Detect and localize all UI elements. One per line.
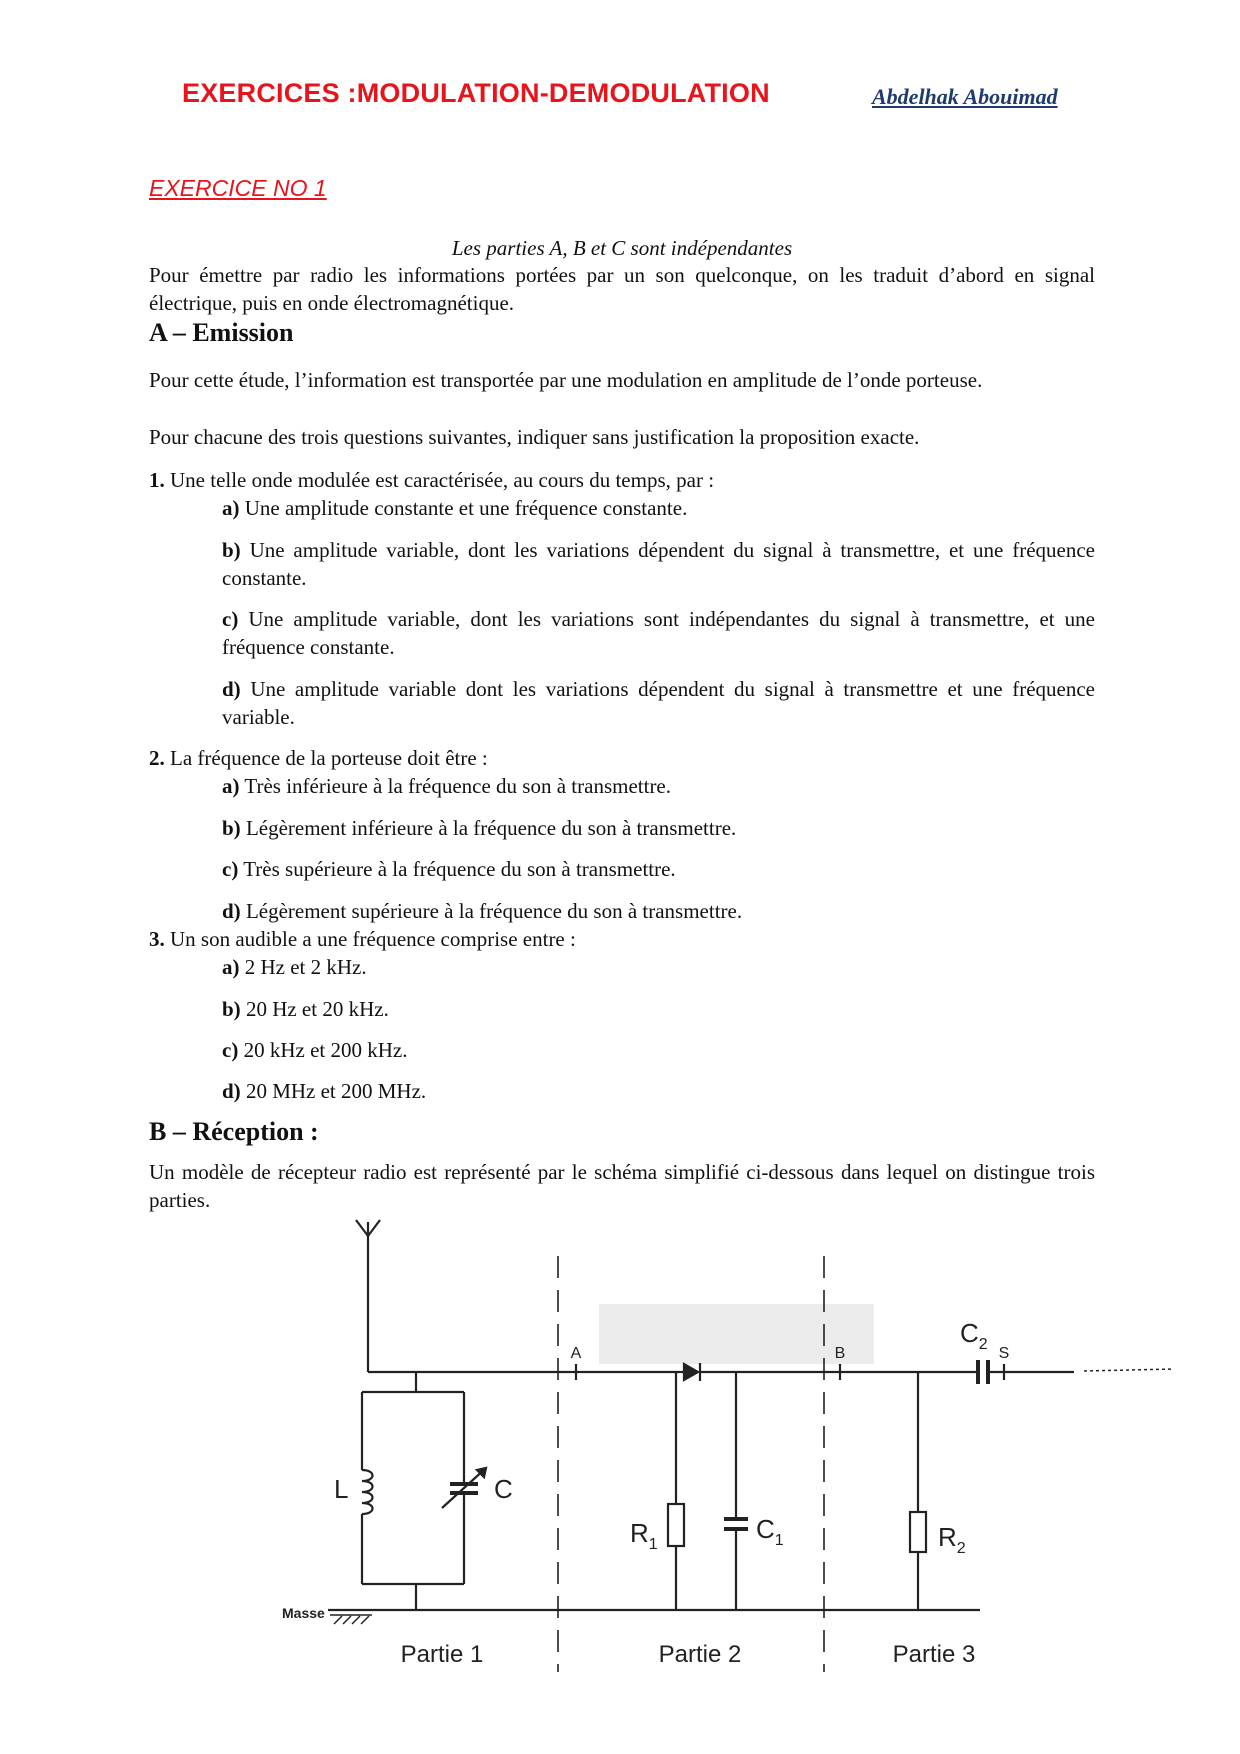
option-text: Une amplitude variable dont les variations dépendent du signal à transmettre et une fréquence variable. (222, 677, 1095, 729)
question-text: La fréquence de la porteuse doit être : (164, 746, 488, 770)
option-letter: c) (222, 607, 239, 631)
author-name: Abdelhak Abouimad (872, 84, 1058, 109)
option-letter: a) (222, 955, 240, 979)
q1-option-b (222, 536, 1095, 592)
question-1 (149, 466, 1095, 494)
partie-2-label: Partie 2 (658, 1641, 742, 1668)
option-text: Très supérieure à la fréquence du son à transmettre. (238, 857, 676, 881)
q1-option-c (222, 605, 1095, 661)
q2-option-c (222, 855, 1095, 883)
question-number: 2. (149, 746, 165, 770)
option-letter: d) (222, 1079, 241, 1103)
intro-paragraph: Pour émettre par radio les informations portées par un son quelconque, on les traduit d’abord en signal électrique, puis en onde électromagnétique. (149, 263, 1095, 315)
option-letter: a) (222, 774, 240, 798)
option-letter: b) (222, 538, 241, 562)
option-text: Légèrement supérieure à la fréquence du son à transmettre. (240, 899, 743, 923)
option-letter: c) (222, 857, 239, 881)
antenna-icon (356, 1220, 380, 1372)
ground-label: Masse (282, 1605, 325, 1621)
terminal-a-label: A (570, 1345, 582, 1362)
option-text: Une amplitude variable, dont les variations dépendent du signal à transmettre, et une fréquence constante. (222, 538, 1095, 590)
option-letter: b) (222, 816, 241, 840)
partie-1-label: Partie 1 (400, 1641, 484, 1668)
q3-option-b (222, 995, 1095, 1023)
exercise-title: EXERCICE NO 1 (149, 175, 327, 201)
inductor-l-icon (362, 1470, 373, 1514)
resistor-r2-icon (910, 1512, 926, 1552)
capacitor-c2-label: $C_2$ (960, 1318, 988, 1353)
capacitor-c1-label: $C_1$ (756, 1514, 784, 1549)
q3-option-c (222, 1036, 1095, 1064)
q2-option-a (222, 772, 1095, 800)
question-text: Une telle onde modulée est caractérisée, au cours du temps, par : (164, 468, 715, 492)
resistor-r2-label: $R_2$ (938, 1522, 966, 1557)
resistor-r1-icon (668, 1504, 684, 1546)
resistor-r1-label: $R_1$ (630, 1518, 658, 1553)
option-letter: d) (222, 677, 241, 701)
option-text: 20 MHz et 200 MHz. (240, 1079, 427, 1103)
document-title: EXERCICES :MODULATION-DEMODULATION (182, 78, 770, 108)
question-number: 3. (149, 927, 165, 951)
question-text: Un son audible a une fréquence comprise entre : (164, 927, 576, 951)
partie-3-label: Partie 3 (892, 1641, 976, 1668)
question-3 (149, 925, 1095, 953)
inductor-l-label: L (334, 1474, 349, 1504)
q2-option-b (222, 814, 1095, 842)
q1-option-a (222, 494, 1095, 522)
option-text: Une amplitude variable, dont les variations sont indépendantes du signal à transmettre, et une fréquence constante. (222, 607, 1095, 659)
option-text: 2 Hz et 2 kHz. (239, 955, 367, 979)
capacitor-c-label: C (494, 1474, 513, 1504)
capacitor-c2-icon (978, 1360, 988, 1384)
q2-option-d (222, 897, 1095, 925)
question-2 (149, 744, 1095, 772)
receiver-circuit-diagram (254, 1212, 1174, 1672)
shaded-area (599, 1304, 874, 1364)
option-letter: d) (222, 899, 241, 923)
section-b-heading: B – Réception : (149, 1117, 319, 1146)
independence-note: Les parties A, B et C sont indépendantes (451, 236, 793, 260)
terminal-s-label: S (998, 1345, 1010, 1362)
q3-option-d (222, 1077, 1095, 1105)
q1-option-d (222, 675, 1095, 731)
option-text: 20 Hz et 20 kHz. (240, 997, 389, 1021)
section-a-heading: A – Emission (149, 318, 294, 347)
terminal-b-label: B (834, 1345, 846, 1362)
capacitor-c1-icon (724, 1519, 748, 1529)
output-line (1084, 1369, 1174, 1371)
option-letter: c) (222, 1038, 239, 1062)
option-text: 20 kHz et 200 kHz. (238, 1038, 408, 1062)
option-text: Très inférieure à la fréquence du son à transmettre. (239, 774, 672, 798)
option-text: Une amplitude constante et une fréquence constante. (239, 496, 688, 520)
section-b-paragraph: Un modèle de récepteur radio est représenté par le schéma simplifié ci-dessous dans lequel on distingue trois parties. (149, 1160, 1095, 1212)
diode-icon (684, 1363, 700, 1381)
option-text: Légèrement inférieure à la fréquence du son à transmettre. (240, 816, 737, 840)
option-letter: b) (222, 997, 241, 1021)
option-letter: a) (222, 496, 240, 520)
q3-option-a (222, 953, 1095, 981)
section-a-paragraph-1: Pour cette étude, l’information est transportée par une modulation en amplitude de l’onde porteuse. (149, 368, 983, 392)
section-a-paragraph-2: Pour chacune des trois questions suivantes, indiquer sans justification la proposition exacte. (149, 425, 920, 449)
ground-icon (330, 1615, 372, 1624)
question-number: 1. (149, 468, 165, 492)
